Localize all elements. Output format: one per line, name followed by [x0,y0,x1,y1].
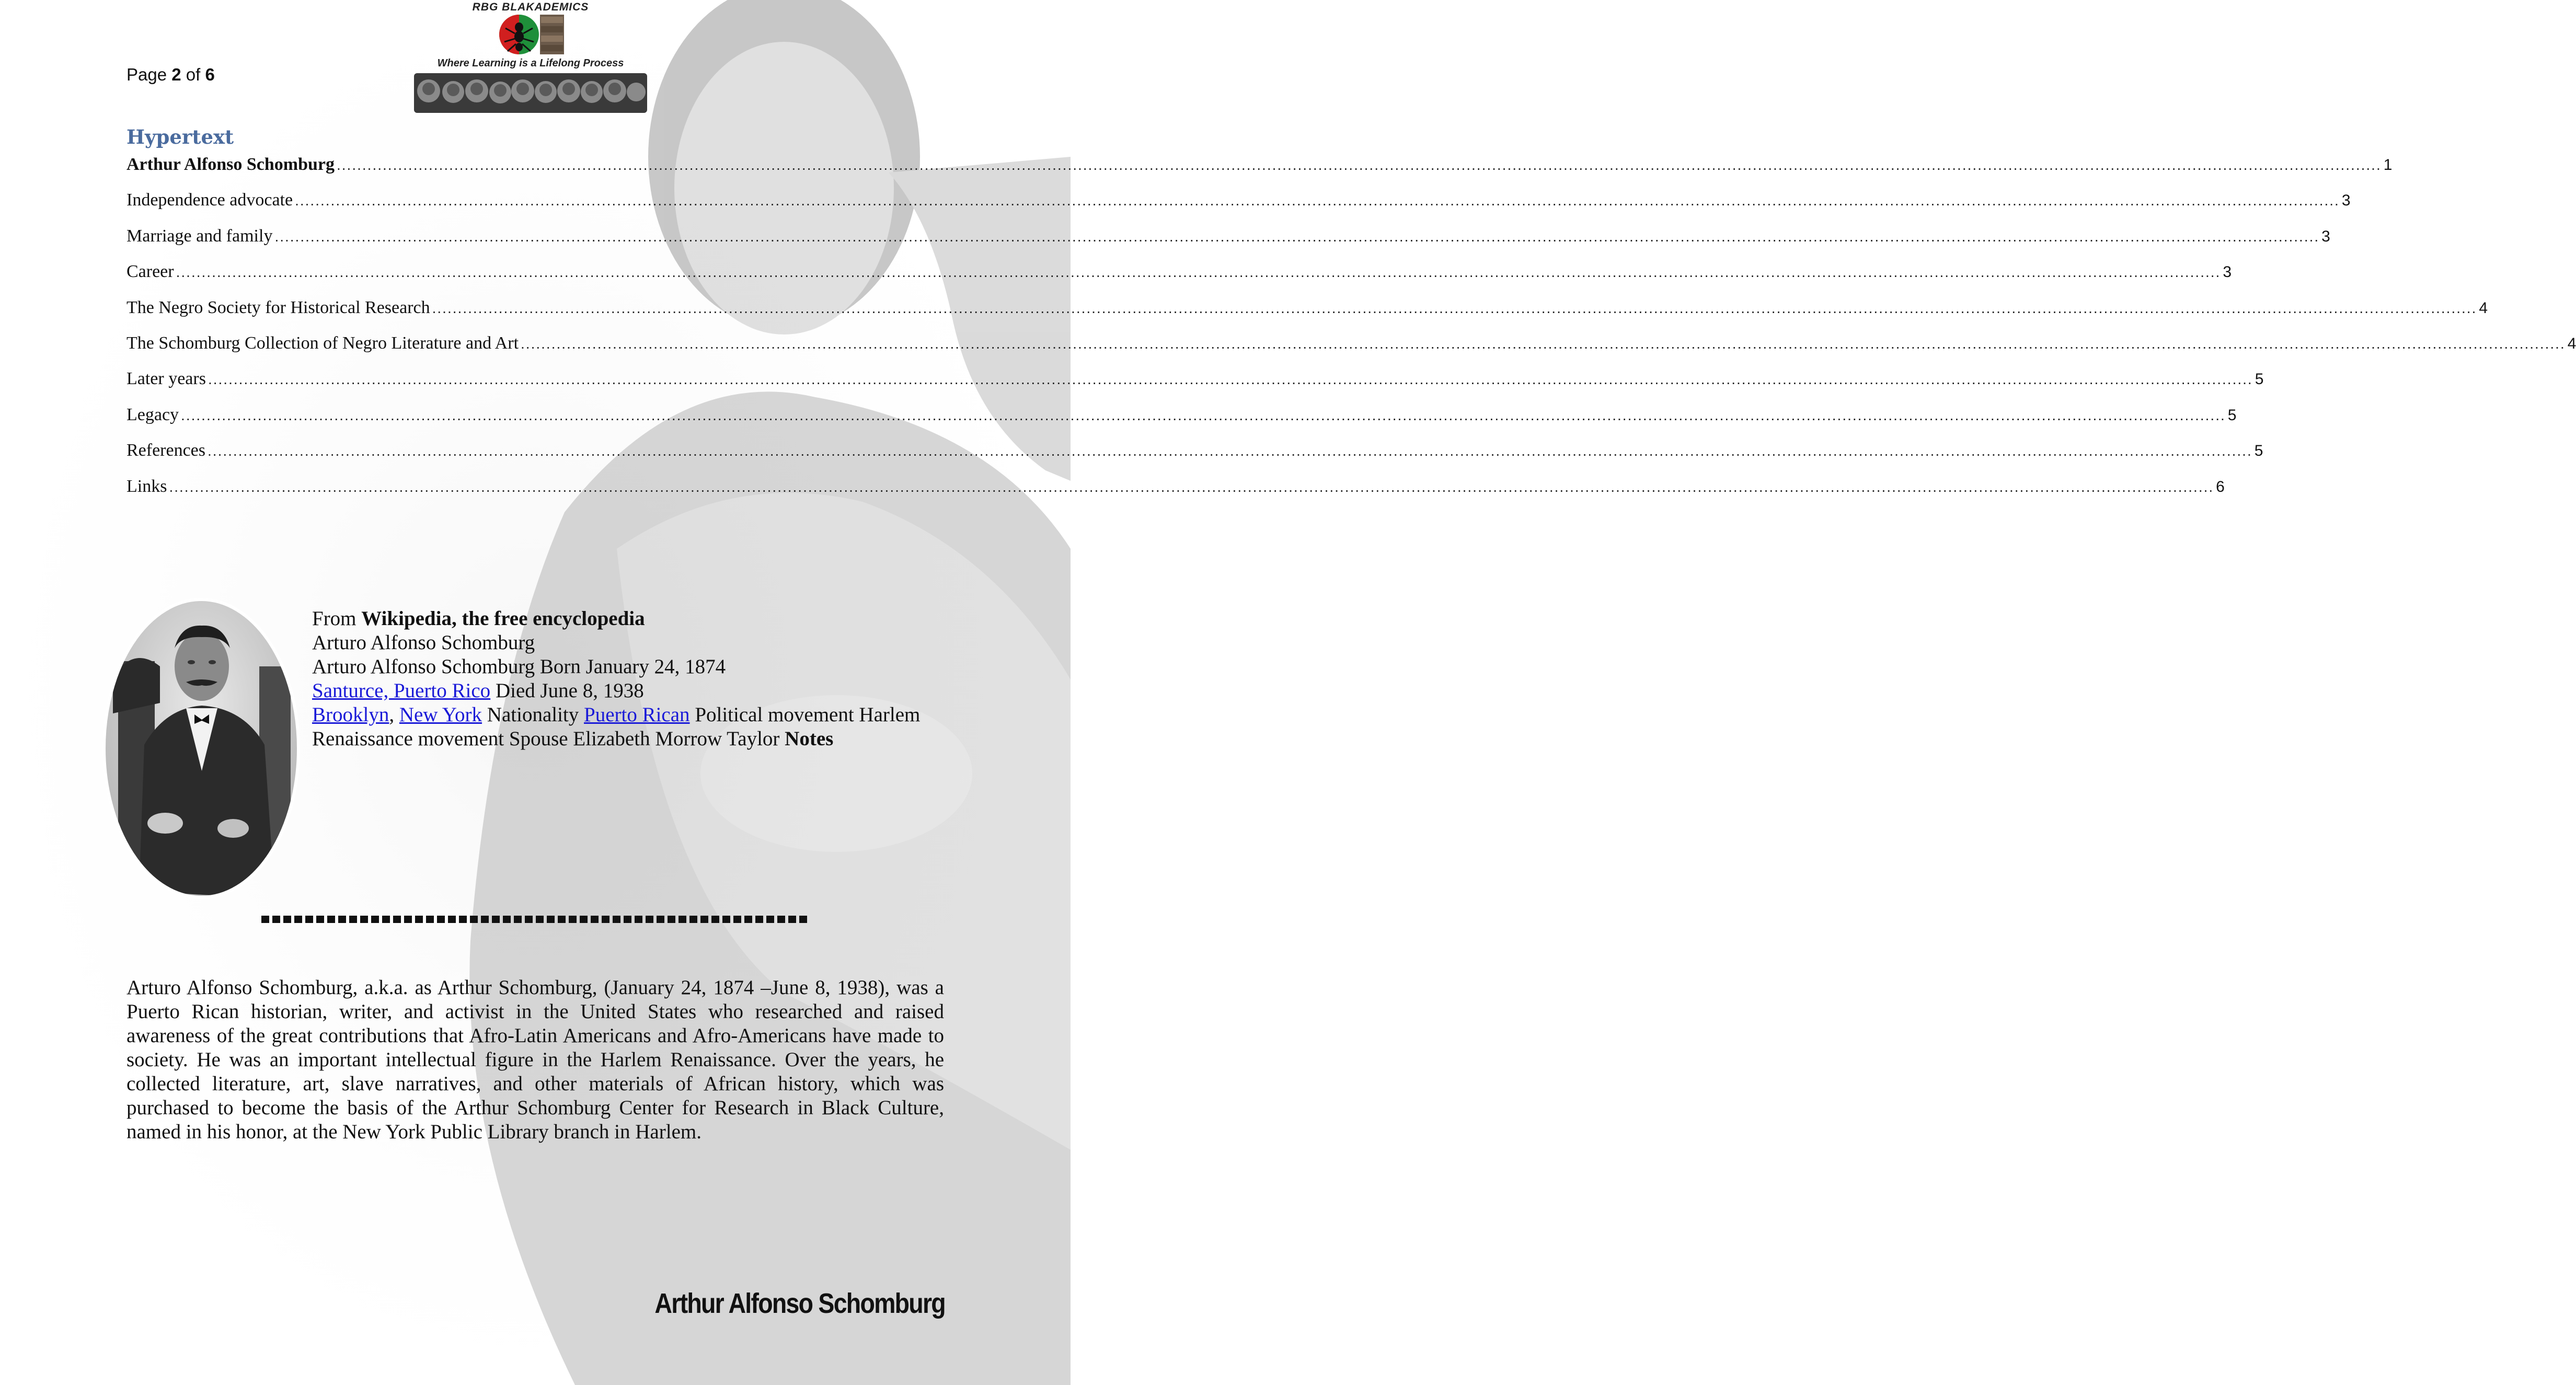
wikipedia-infobox [312,607,955,751]
infobox-notes-label: Notes [785,728,834,750]
toc-item[interactable] [126,405,2237,441]
brooklyn-link[interactable]: Brooklyn [312,703,389,726]
toc-leader-dots: ................................................................................................................................................................................................................................................................................................................................................................................................................ [208,371,2253,388]
toc-item-page: 4 [2567,334,2576,352]
infobox-birthplace-line [312,679,955,703]
infobox-movement-text-2: Renaissance movement Spouse Elizabeth Morrow Taylor [312,728,780,750]
toc-item-page: 3 [2223,263,2232,281]
toc-heading: Hypertext [126,125,234,148]
dashed-divider [261,916,810,923]
toc-item-label[interactable]: Later years [126,369,206,389]
infobox-comma: , [389,703,395,726]
page-number [126,65,215,85]
infobox-from-label: From [312,607,356,630]
infobox-movement-text: Political movement Harlem [695,703,921,726]
toc-item[interactable] [126,333,2576,369]
toc-leader-dots: ................................................................................................................................................................................................................................................................................................................................................................................................................ [181,407,2226,423]
toc-item-page: 3 [2341,192,2351,210]
toc-item-page: 3 [2321,227,2330,245]
toc-item-label[interactable]: Career [126,262,174,282]
footer-title: Arthur Alfonso Schomburg [654,1288,945,1319]
infobox-source-line [312,607,955,631]
toc-leader-dots: ................................................................................................................................................................................................................................................................................................................................................................................................................ [169,478,2214,495]
toc-item-page: 4 [2479,299,2488,317]
toc-item-page: 5 [2255,371,2264,388]
page-current: 2 [171,65,181,84]
toc-item-label[interactable]: The Negro Society for Historical Research [126,297,430,317]
toc-item[interactable] [126,476,2225,512]
toc-item-label[interactable]: Legacy [126,405,179,424]
infobox-died-text: Died June 8, 1938 [495,679,644,702]
page-of-label: of [186,65,201,84]
page-label: Page [126,65,167,84]
toc-item[interactable] [126,155,2393,190]
santurce-puerto-rico-link[interactable]: Santurce, Puerto Rico [312,679,491,702]
infobox-born-line: Arturo Alfonso Schomburg Born January 24, 1874 [312,655,726,678]
toc-item[interactable] [126,226,2330,262]
toc-leader-dots: ................................................................................................................................................................................................................................................................................................................................................................................................................ [274,228,2320,245]
toc-leader-dots: ................................................................................................................................................................................................................................................................................................................................................................................................................ [337,157,2382,173]
puerto-rican-link[interactable]: Puerto Rican [584,703,690,726]
infobox-nationality-label: Nationality [487,703,579,726]
toc-item[interactable] [126,262,2232,297]
toc-item-page: 1 [2383,156,2393,174]
toc-item-page: 5 [2227,406,2237,424]
new-york-link[interactable]: New York [399,703,482,726]
toc-leader-dots: ................................................................................................................................................................................................................................................................................................................................................................................................................ [295,192,2340,209]
infobox-deathplace-line [312,703,955,727]
toc-item-label[interactable]: References [126,441,206,460]
portrait-strip-image [414,73,647,113]
infobox-source: Wikipedia, the free encyclopedia [361,607,645,630]
biography-paragraph: Arturo Alfonso Schomburg, a.k.a. as Arthur Schomburg, (January 24, 1874 –June 8, 1938), was a Puerto Rican historian, writer, and activist in the United States who researched and raised awareness of the great contributions that Afro-Latin Americans and Afro-Americans have made to society. He was an important intellectual figure in the Harlem Renaissance. Over the years, he collected literature, art, slave narratives, and other materials of African history, which was purchased to become the basis of the Arthur Schomburg Center for Research in Black Culture, named in his honor, at the New York Public Library branch in Harlem. [126,976,944,1143]
rbg-blakademics-logo [413,0,648,117]
logo-brand: RBG BLAKADEMICS [472,1,589,13]
toc-item-label[interactable]: Independence advocate [126,190,293,210]
toc-item-label[interactable]: Arthur Alfonso Schomburg [126,155,335,174]
infobox-name: Arturo Alfonso Schomburg [312,631,535,654]
toc-item[interactable] [126,190,2351,226]
toc-leader-dots: ................................................................................................................................................................................................................................................................................................................................................................................................................ [176,264,2221,281]
toc-item[interactable] [126,297,2488,333]
toc-item[interactable] [126,369,2264,405]
toc-item-page: 6 [2216,478,2225,495]
toc-item[interactable] [126,441,2263,476]
toc-item-label[interactable]: Marriage and family [126,226,273,246]
toc-item-page: 5 [2254,442,2263,460]
toc-item-label[interactable]: Links [126,476,167,496]
infobox-spouse-line [312,727,955,751]
toc-item-label[interactable]: The Schomburg Collection of Negro Literature and Art [126,333,519,353]
page-total: 6 [205,65,215,84]
table-of-contents [126,155,2576,512]
schomburg-portrait-photo [102,598,300,899]
toc-leader-dots: ................................................................................................................................................................................................................................................................................................................................................................................................................ [432,299,2477,316]
toc-leader-dots: ................................................................................................................................................................................................................................................................................................................................................................................................................ [521,335,2566,352]
ant-emblem-icon [494,13,567,56]
logo-tagline: Where Learning is a Lifelong Process [437,57,624,69]
toc-leader-dots: ................................................................................................................................................................................................................................................................................................................................................................................................................ [208,443,2252,459]
